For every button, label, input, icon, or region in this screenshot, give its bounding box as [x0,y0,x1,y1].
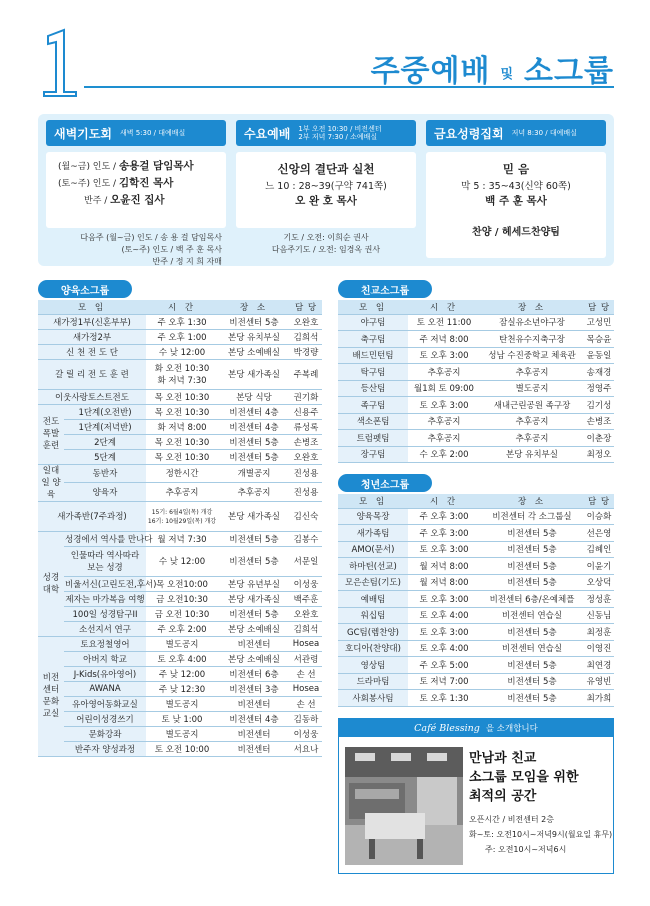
meeting-leader: 정성훈 [584,591,614,608]
table-row [338,541,614,558]
header-time: 시 간 [408,494,480,508]
meeting-leader: 송재경 [584,364,614,381]
meeting-name: 장구팀 [338,446,408,463]
wednesday-service: 수요예배 1부 오전 10:30 / 비전센터 2부 저녁 7:30 / 소예배실 신앙의 결단과 실천 느 10 : 28~39(구약 741쪽) 오 완 호 목사 기도 / 오전: 이희순 권사 다음주기도 / 오전: 임경옥 권사 [236,120,416,256]
meeting-leader: 김희석 [290,329,322,344]
meeting-place: 개별공지 [218,464,290,483]
table-row [338,574,614,591]
meeting-place: 비전센터 6층 [218,666,290,681]
meeting-leader: 윤동일 [584,347,614,364]
table-row [38,389,322,404]
meeting-name: 성경에서 역사를 만나다 [64,531,146,546]
table-row [338,673,614,690]
table-row [338,558,614,575]
table-row [38,666,322,681]
cafe-photo [345,747,463,865]
meeting-leader: 주복례 [290,359,322,389]
dawn-prayer: 새벽기도회 새벽 5:30 / 대예배실 (월~금) 인도 / 송용걸 담임목사 (토~주) 인도 / 김학진 목사 반주 / 오윤진 집사 다음주 (월~금) 인도 / 송 용 걸 담임목사 (토~주) 인도 / 백 주 훈 목사 반주 / 정 지 희 자매 [46,120,226,268]
meeting-time: 금 오전10:30 [146,591,218,606]
meeting-place: 비전센터 5층 [218,434,290,449]
meeting-time: 토 오후 3:00 [408,397,480,414]
meeting-place: 비전센터 4층 [218,404,290,419]
meeting-leader: 최연경 [584,657,614,674]
meeting-place: 본당 소예배실 [218,621,290,636]
meeting-leader: 유영빈 [584,673,614,690]
meeting-time: 별도공지 [146,636,218,651]
meeting-name: J-Kids(유아영어) [64,666,146,681]
table-row [338,314,614,331]
table-row [338,624,614,641]
meeting-leader: 정영주 [584,380,614,397]
meeting-name: 100일 성경탐구II [64,606,146,621]
table-row [38,501,322,531]
meeting-name: 새가족반(7주과정) [38,501,146,531]
meeting-place: 비전센터 6층/온예체플 [480,591,584,608]
meeting-leader: 류성록 [290,419,322,434]
meeting-place: 비전센터 [218,696,290,711]
meeting-place: 비전센터 5층 [480,624,584,641]
meeting-leader: 최가희 [584,690,614,707]
meeting-place: 추후공지 [480,430,584,447]
meeting-leader: 오상덕 [584,574,614,591]
section-chingyo: 친교소그룹 [338,280,432,298]
cheongnyeon-table [338,494,614,707]
meeting-place: 추후공지 [218,483,290,502]
meeting-time: 토 오후 4:00 [146,651,218,666]
meeting-leader: 최정오 [584,446,614,463]
meeting-time: 추후공지 [408,430,480,447]
meeting-place: 비전센터 5층 [218,531,290,546]
meeting-place: 비전센터 5층 [480,657,584,674]
meeting-place: 비전센터 5층 [480,574,584,591]
meeting-name: 영상팀 [338,657,408,674]
meeting-name: 야구팀 [338,314,408,331]
meeting-time: 수 오후 2:00 [408,446,480,463]
table-row [38,621,322,636]
meeting-time-line: 16기: 10월29일(목) 개강 [147,518,217,525]
meeting-leader: 이성웅 [290,576,322,591]
meeting-place: 잠실유소년야구장 [480,314,584,331]
meeting-time: 토 오후 3:00 [408,541,480,558]
table-row [38,681,322,696]
meeting-name: 이웃사랑토스트전도 [38,389,146,404]
meeting-time: 토 오후 3:00 [408,591,480,608]
meeting-name: 소선지서 연구 [64,621,146,636]
meeting-place: 본당 새가족실 [218,359,290,389]
table-row [38,434,322,449]
meeting-leader: 김동하 [290,711,322,726]
meeting-time [146,359,218,389]
table-row [338,413,614,430]
meeting-name: 1단계(저녁반) [64,419,146,434]
meeting-place: 성남 수진중학교 체육관 [480,347,584,364]
meeting-time: 주 오후 1:00 [146,329,218,344]
section-cheongnyeon: 청년소그룹 [338,474,432,492]
meeting-place: 비전센터 5층 [480,558,584,575]
meeting-time: 주 저녁 8:00 [408,331,480,348]
meeting-place: 본당 유치부실 [218,329,290,344]
meeting-place: 비전센터 연습실 [480,607,584,624]
meeting-place: 비전센터 5층 [480,541,584,558]
meeting-time: 토 오후 3:00 [408,624,480,641]
meeting-leader: 오완호 [290,449,322,464]
meeting-place: 비전센터 5층 [480,673,584,690]
meeting-time: 목 오전 10:30 [146,449,218,464]
meeting-leader: 손병조 [290,434,322,449]
meeting-place: 본당 소예배실 [218,344,290,359]
meeting-name: 등산팀 [338,380,408,397]
meeting-place: 본당 유치부실 [480,446,584,463]
meeting-name: 2단계 [64,434,146,449]
meeting-leader: 오완호 [290,606,322,621]
table-row [38,359,322,389]
meeting-time: 수 낮 12:00 [146,344,218,359]
meeting-name: 예배팀 [338,591,408,608]
meeting-name: 호디아(찬양대) [338,640,408,657]
meeting-time: 토 오후 4:00 [408,607,480,624]
meeting-leader: 박경량 [290,344,322,359]
table-row [338,430,614,447]
meeting-leader: 김혜인 [584,541,614,558]
meeting-leader: 손병조 [584,413,614,430]
meeting-place: 비전센터 5층 [480,690,584,707]
meeting-leader: 신동님 [584,607,614,624]
meeting-time: 토 저녁 7:00 [408,673,480,690]
meeting-place: 추후공지 [480,413,584,430]
meeting-time: 추후공지 [408,413,480,430]
table-row [38,591,322,606]
meeting-time: 월 저녁 7:30 [146,531,218,546]
meeting-name: 동반자 [64,464,146,483]
meeting-name [64,546,146,576]
meeting-time: 목 오전 10:30 [146,389,218,404]
meeting-name: 5단계 [64,449,146,464]
table-row [38,464,322,483]
header-lead: 담 당 [290,300,322,314]
meeting-name: 문화강좌 [64,726,146,741]
meeting-name: 워십팀 [338,607,408,624]
table-row [38,546,322,576]
meeting-time: 주 오후 3:00 [408,508,480,525]
meeting-time: 목 오전 10:30 [146,404,218,419]
meeting-leader: 목승윤 [584,331,614,348]
meeting-time: 주 낮 12:30 [146,681,218,696]
meeting-leader: 이춘장 [584,430,614,447]
worship-box [38,114,614,266]
table-row [338,508,614,525]
meeting-leader: 고성민 [584,314,614,331]
table-row [338,607,614,624]
chingyo-table [338,300,614,463]
meeting-leader: 이윤기 [584,558,614,575]
meeting-name: 아버지 학교 [64,651,146,666]
meeting-leader: 권기화 [290,389,322,404]
table-row [338,657,614,674]
table-row [338,331,614,348]
meeting-time: 주 오후 3:00 [408,525,480,542]
meeting-place: 비전센터 연습실 [480,640,584,657]
meeting-time: 월 저녁 8:00 [408,558,480,575]
group-label: 비전 센터 문화 교실 [38,636,64,756]
table-row [338,690,614,707]
cafe-text: 만남과 친교 소그룹 모임을 위한 최적의 공간 오픈시간 / 비전센터 2층 화~토: 오전10시~저녁9시(월요일 휴무) 주: 오전10시~저녁6시 [469,751,613,854]
meeting-name: 신 천 전 도 단 [38,344,146,359]
meeting-name: 새가정1부(신혼부부) [38,314,146,329]
table-row [338,640,614,657]
meeting-leader: 최정훈 [584,624,614,641]
table-row [38,329,322,344]
meeting-name: 하마틴(선교) [338,558,408,575]
table-row [38,726,322,741]
meeting-time: 월 저녁 8:00 [408,574,480,591]
meeting-time-line: 화 오전 10:30 [154,364,210,374]
meeting-name: 족구팀 [338,397,408,414]
meeting-name-line: 인물따라 역사따라 [70,551,140,561]
meeting-place: 본당 새가족실 [218,591,290,606]
meeting-name: AMO(문서) [338,541,408,558]
table-row [38,314,322,329]
table-row [38,419,322,434]
table-row [338,380,614,397]
group-label: 전도 폭발 훈련 [38,404,64,464]
table-row [338,364,614,381]
meeting-name: 갈 릴 리 전 도 훈 련 [38,359,146,389]
meeting-time: 목 오전 10:30 [146,434,218,449]
table-row [38,696,322,711]
meeting-time: 주 오후 5:00 [408,657,480,674]
group-label: 성경 대학 [38,531,64,636]
meeting-place: 별도공지 [480,380,584,397]
meeting-place: 본당 유년부실 [218,576,290,591]
header-meet: 모 임 [338,494,408,508]
meeting-time: 주 낮 12:00 [146,666,218,681]
meeting-place: 추후공지 [480,364,584,381]
meeting-name: 색소폰팀 [338,413,408,430]
header-meet: 모 임 [338,300,408,314]
meeting-place: 본당 식당 [218,389,290,404]
meeting-time-line: 15기: 6월4일(목) 개강 [151,509,213,516]
meeting-name: 드라마팀 [338,673,408,690]
table-row [338,347,614,364]
meeting-place: 비전센터 3층 [218,681,290,696]
section-yangyuk: 양육소그룹 [38,280,132,298]
meeting-name: AWANA [64,681,146,696]
meeting-name: 1단계(오전반) [64,404,146,419]
meeting-place: 비전센터 4층 [218,711,290,726]
meeting-time: 금 오전 10:30 [146,606,218,621]
meeting-place: 본당 소예배실 [218,651,290,666]
meeting-name: 축구팀 [338,331,408,348]
table-row [38,531,322,546]
meeting-leader: 오완호 [290,314,322,329]
meeting-leader: 진성용 [290,483,322,502]
meeting-name: 양육자 [64,483,146,502]
header-lead: 담 당 [584,494,614,508]
meeting-name: 모은손팀(기도) [338,574,408,591]
meeting-name: GC팀(렘찬양) [338,624,408,641]
meeting-leader: 김봉수 [290,531,322,546]
meeting-name: 트럼펫팀 [338,430,408,447]
meeting-time: 토 낮 1:00 [146,711,218,726]
meeting-name: 새가정2부 [38,329,146,344]
meeting-name-line: 보는 성경 [87,563,123,573]
meeting-place: 비전센터 [218,741,290,756]
page-title: 주중예배 및 소그룹 [370,54,614,89]
table-row [38,449,322,464]
header-lead: 담 당 [584,300,614,314]
header-place: 장 소 [218,300,290,314]
meeting-time: 토 오후 1:30 [408,690,480,707]
meeting-place: 비전센터 5층 [218,546,290,576]
meeting-place: 비전센터 [218,726,290,741]
table-row [338,591,614,608]
meeting-place: 탄천유수지축구장 [480,331,584,348]
meeting-time: 토 오전 10:00 [146,741,218,756]
meeting-name: 토요정철영어 [64,636,146,651]
meeting-leader: Hosea [290,681,322,696]
meeting-time-line: 화 저녁 7:30 [157,376,207,386]
meeting-place: 비전센터 [218,636,290,651]
meeting-time: 정한시간 [146,464,218,483]
meeting-leader: 선은영 [584,525,614,542]
meeting-name: 사회봉사팀 [338,690,408,707]
table-row [38,711,322,726]
meeting-time: 추후공지 [408,364,480,381]
cafe-header: Café Blessing 을 소개합니다 [339,719,613,737]
meeting-name: 탁구팀 [338,364,408,381]
meeting-place: 새내근린공원 족구장 [480,397,584,414]
meeting-time: 토 오전 11:00 [408,314,480,331]
table-row [38,651,322,666]
meeting-place: 본당 새가족실 [218,501,290,531]
header-place: 장 소 [480,494,584,508]
meeting-name: 새가족팀 [338,525,408,542]
meeting-place: 비전센터 4층 [218,419,290,434]
meeting-name: 비울서신(고린도전,후서) [64,576,146,591]
table-row [38,483,322,502]
friday-service: 금요성령집회 저녁 8:30 / 대예배실 믿 음 막 5 : 35~43(신약 60쪽) 백 주 훈 목사 찬양 / 헤세드찬양팀 [426,120,606,258]
meeting-time: 목 오전10:00 [146,576,218,591]
meeting-leader: 서관령 [290,651,322,666]
meeting-name: 반주자 양성과정 [64,741,146,756]
meeting-place: 비전센터 5층 [218,449,290,464]
table-row [38,344,322,359]
meeting-time: 토 오후 3:00 [408,347,480,364]
meeting-time: 주 오후 2:00 [146,621,218,636]
group-label: 일대일 양육 [38,464,64,501]
meeting-leader: 서요나 [290,741,322,756]
meeting-time: 월1회 토 09:00 [408,380,480,397]
header-time: 시 간 [408,300,480,314]
meeting-time: 별도공지 [146,726,218,741]
meeting-leader: 김희석 [290,621,322,636]
meeting-place: 비전센터 5층 [480,525,584,542]
meeting-name: 유아영어동화교실 [64,696,146,711]
table-row [38,606,322,621]
table-row [338,397,614,414]
table-row [338,525,614,542]
table-row [38,404,322,419]
meeting-leader: 김신숙 [290,501,322,531]
meeting-leader: 이승화 [584,508,614,525]
meeting-leader: 손 선 [290,666,322,681]
table-row [38,636,322,651]
meeting-leader: Hosea [290,636,322,651]
yangyuk-table [38,300,322,757]
meeting-name: 제자는 마가복음 여행 [64,591,146,606]
meeting-name: 양육목장 [338,508,408,525]
cafe-blessing-box [338,718,614,874]
meeting-leader: 진성용 [290,464,322,483]
table-row [38,576,322,591]
meeting-leader: 김기성 [584,397,614,414]
meeting-time: 추후공지 [146,483,218,502]
meeting-time: 별도공지 [146,696,218,711]
meeting-leader: 손 선 [290,696,322,711]
meeting-name: 어린이성경쓰기 [64,711,146,726]
header-place: 장 소 [480,300,584,314]
table-row [338,446,614,463]
meeting-leader: 이성웅 [290,726,322,741]
header-meet: 모 임 [38,300,146,314]
meeting-leader: 신용주 [290,404,322,419]
meeting-time [146,501,218,531]
meeting-place: 비전센터 각 소그룹실 [480,508,584,525]
meeting-place: 비전센터 5층 [218,314,290,329]
header-time: 시 간 [146,300,218,314]
section-number [34,28,82,98]
meeting-leader: 서문일 [290,546,322,576]
meeting-time: 주 오후 1:30 [146,314,218,329]
meeting-leader: 이영진 [584,640,614,657]
meeting-name: 배드민턴팀 [338,347,408,364]
table-row [38,741,322,756]
meeting-time: 토 오후 4:00 [408,640,480,657]
meeting-time: 수 낮 12:00 [146,546,218,576]
meeting-leader: 백주훈 [290,591,322,606]
meeting-place: 비전센터 5층 [218,606,290,621]
meeting-time: 화 저녁 8:00 [146,419,218,434]
